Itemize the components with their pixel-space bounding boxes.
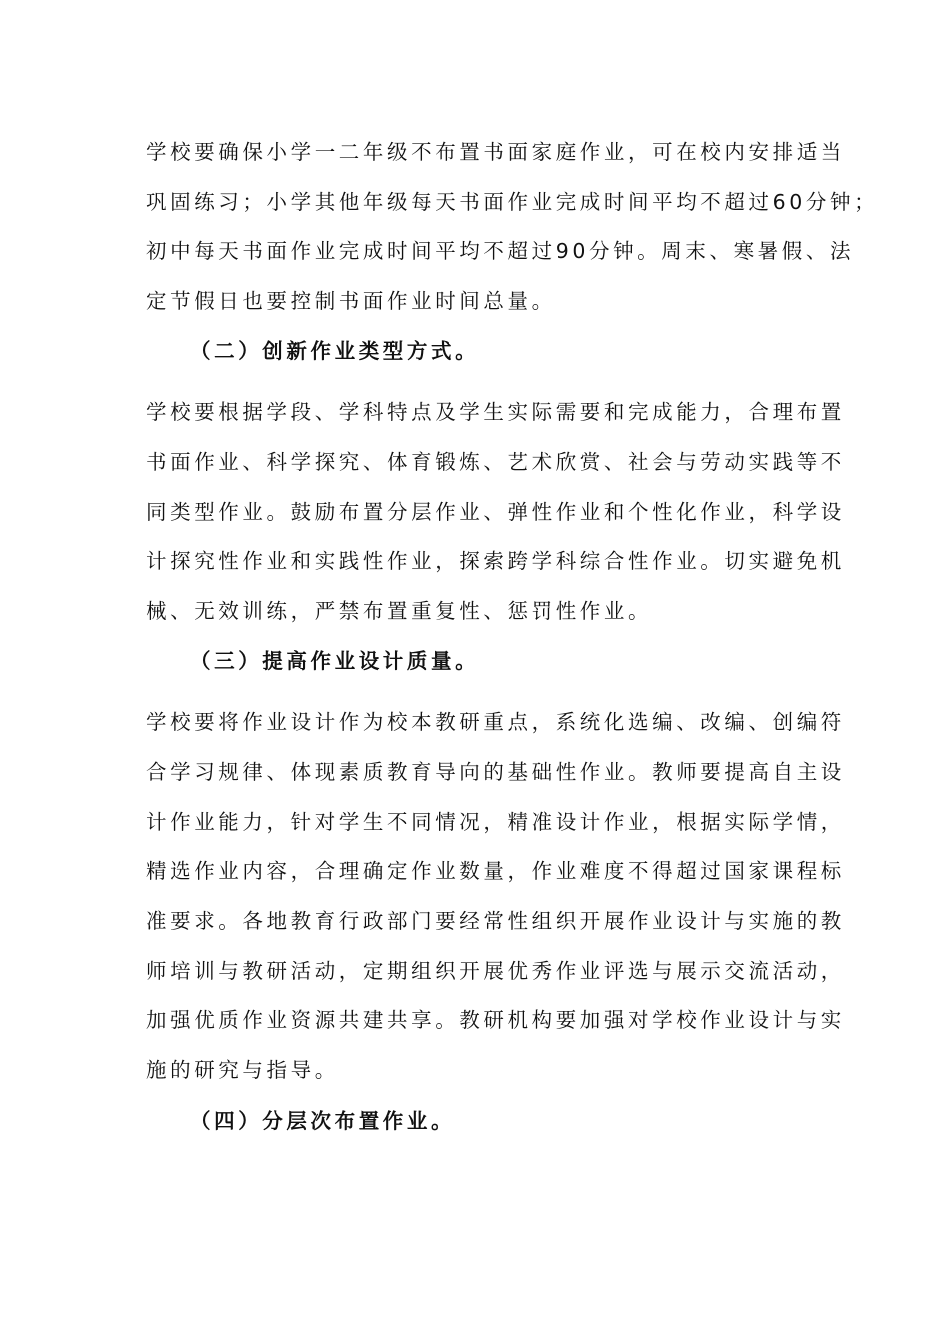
paragraph-line: 初中每天书面作业完成时间平均不超过90分钟。周末、寒暑假、法 — [146, 239, 855, 263]
section-heading-2: （二）创新作业类型方式。 — [190, 339, 480, 363]
paragraph-line: 计探究性作业和实践性作业，探索跨学科综合性作业。切实避免机 — [146, 549, 845, 573]
paragraph-line: 计作业能力，针对学生不同情况，精准设计作业，根据实际学情， — [146, 810, 845, 834]
paragraph-line: 学校要根据学段、学科特点及学生实际需要和完成能力，合理布置 — [146, 400, 845, 424]
paragraph-line: 同类型作业。鼓励布置分层作业、弹性作业和个性化作业，科学设 — [146, 500, 845, 524]
paragraph-line: 施的研究与指导。 — [146, 1058, 339, 1082]
paragraph-line: 学校要将作业设计作为校本教研重点，系统化选编、改编、创编符 — [146, 710, 845, 734]
paragraph-line: 书面作业、科学探究、体育锻炼、艺术欣赏、社会与劳动实践等不 — [146, 450, 845, 474]
paragraph-line: 合学习规律、体现素质教育导向的基础性作业。教师要提高自主设 — [146, 760, 845, 784]
paragraph-line: 巩固练习；小学其他年级每天书面作业完成时间平均不超过60分钟； — [146, 190, 879, 214]
paragraph-line: 准要求。各地教育行政部门要经常性组织开展作业设计与实施的教 — [146, 909, 845, 933]
section-heading-4: （四）分层次布置作业。 — [190, 1109, 456, 1133]
paragraph-line: 精选作业内容，合理确定作业数量，作业难度不得超过国家课程标 — [146, 859, 845, 883]
paragraph-line: 师培训与教研活动，定期组织开展优秀作业评选与展示交流活动， — [146, 959, 845, 983]
paragraph-line: 学校要确保小学一二年级不布置书面家庭作业，可在校内安排适当 — [146, 140, 845, 164]
section-heading-3: （三）提高作业设计质量。 — [190, 649, 480, 673]
paragraph-line: 械、无效训练，严禁布置重复性、惩罚性作业。 — [146, 599, 653, 623]
paragraph-line: 定节假日也要控制书面作业时间总量。 — [146, 289, 556, 313]
paragraph-line: 加强优质作业资源共建共享。教研机构要加强对学校作业设计与实 — [146, 1008, 845, 1032]
